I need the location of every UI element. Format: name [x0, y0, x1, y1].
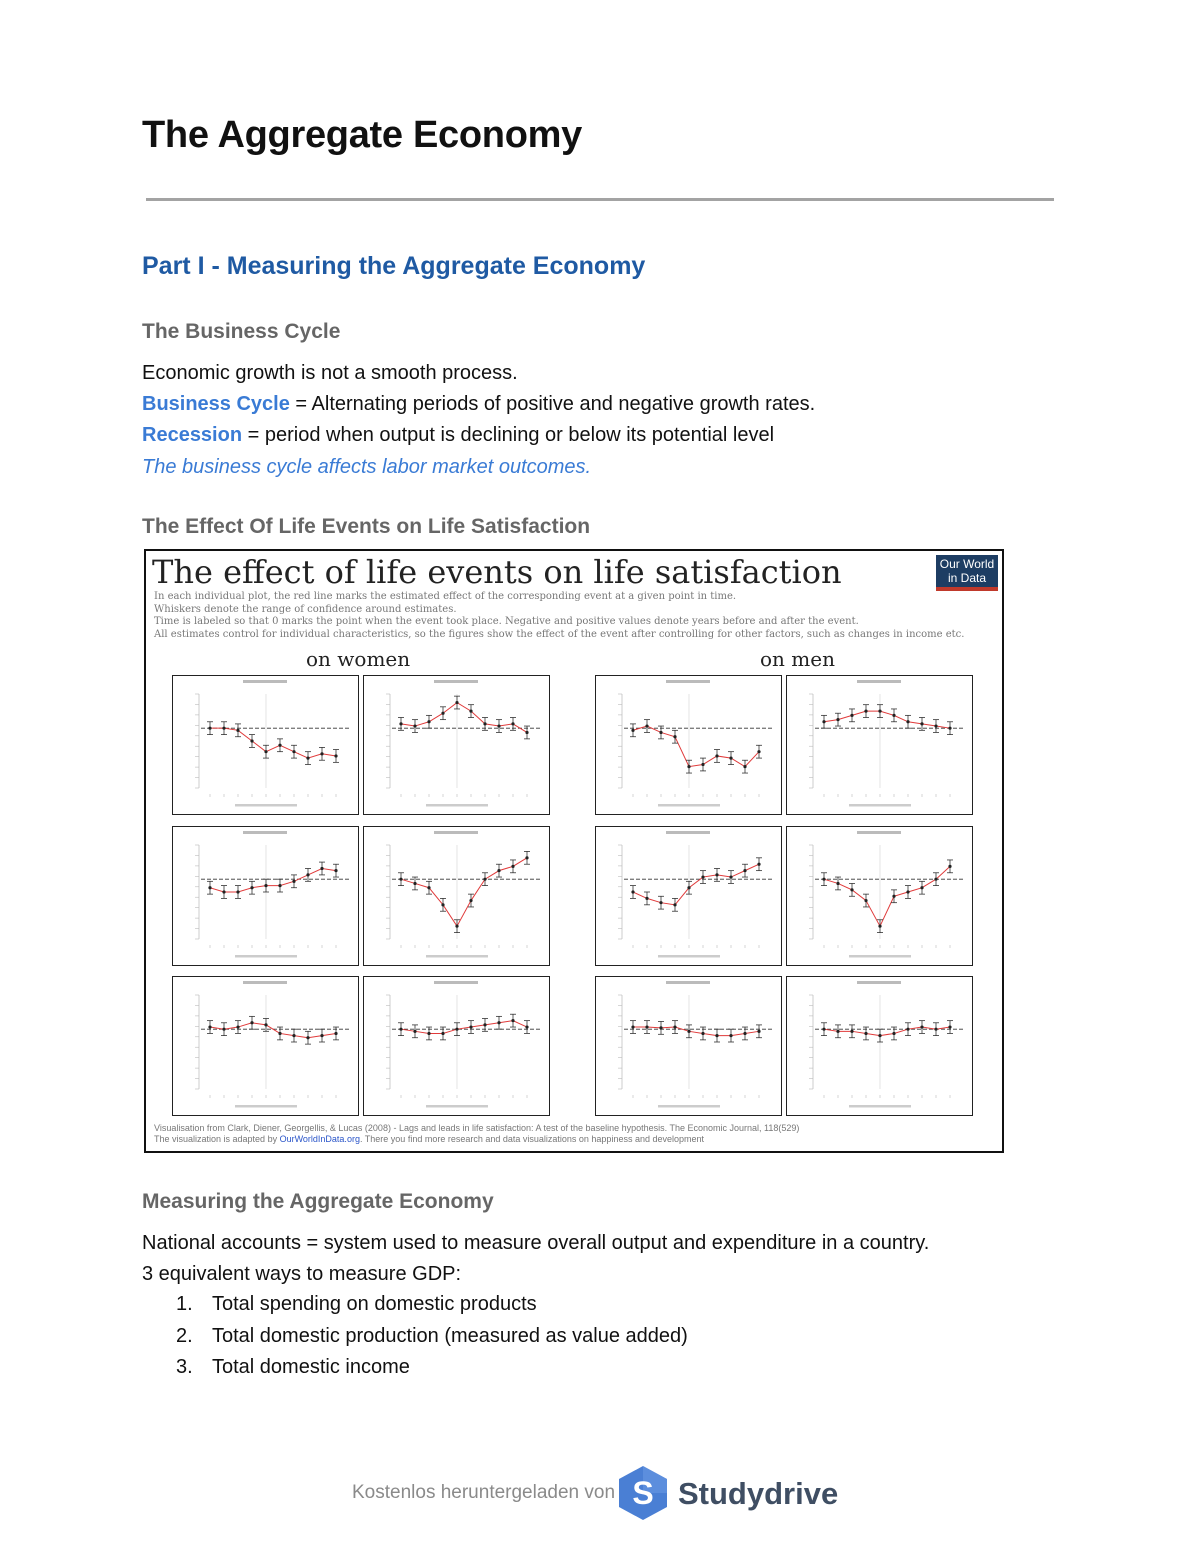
women-unemployment-panel [172, 675, 359, 815]
recession-term: Recession [142, 424, 243, 446]
source-line2 [154, 1134, 799, 1145]
data-point [525, 731, 528, 734]
data-point [687, 886, 690, 889]
figure-note: In each individual plot, the red line marks the estimated effect of the corresponding event at a given point in time. [154, 591, 737, 602]
data-point [934, 724, 937, 727]
life-events-heading: The Effect Of Life Events on Life Satisfaction [142, 515, 591, 538]
data-point [948, 727, 951, 730]
data-point [278, 884, 281, 887]
data-point [934, 878, 937, 881]
data-point [236, 729, 239, 732]
data-point [715, 873, 718, 876]
owid-logo-line2: in Data [947, 571, 987, 585]
data-point [850, 714, 853, 717]
national-accounts-definition: National accounts = system used to measure overall output and expenditure in a country. [142, 1232, 930, 1254]
data-point [631, 890, 634, 893]
list-item [142, 1353, 688, 1385]
data-point [413, 724, 416, 727]
data-point [743, 765, 746, 768]
data-point [645, 1025, 648, 1028]
data-point [427, 720, 430, 723]
data-point [236, 890, 239, 893]
growth-statement: Economic growth is not a smooth process. [142, 362, 518, 384]
data-point [701, 763, 704, 766]
data-point [320, 1034, 323, 1037]
men-widowhood-chart [787, 827, 972, 965]
data-point [743, 869, 746, 872]
owid-logo [936, 555, 998, 591]
data-point [427, 886, 430, 889]
data-point [878, 1034, 881, 1037]
data-point [673, 903, 676, 906]
title-divider [146, 198, 1054, 201]
data-point [469, 709, 472, 712]
group-label-women: on women [306, 647, 411, 671]
data-point [222, 1028, 225, 1031]
data-point [525, 856, 528, 859]
gdp-ways-intro: 3 equivalent ways to measure GDP: [142, 1263, 462, 1285]
data-point [441, 903, 444, 906]
data-point [511, 1019, 514, 1022]
figure-note: Time is labeled so that 0 marks the point when the event took place. Negative and positive values denote years before and after the event. [154, 616, 859, 627]
data-point [292, 880, 295, 883]
data-point [208, 727, 211, 730]
data-point [864, 709, 867, 712]
data-point [934, 1028, 937, 1031]
men-marriage-chart [787, 676, 972, 814]
data-point [864, 899, 867, 902]
data-point [497, 1021, 500, 1024]
data-point [306, 756, 309, 759]
data-point [948, 865, 951, 868]
studydrive-brand: Studydrive [678, 1476, 839, 1511]
data-point [208, 1025, 211, 1028]
business-cycle-text: = Alternating periods of positive and negative growth rates. [289, 393, 816, 415]
x-axis-caption-mark [849, 804, 911, 807]
recession-text: = period when output is declining or below its potential level [242, 424, 775, 446]
data-point [469, 1025, 472, 1028]
women-birth-of-child-panel [172, 976, 359, 1116]
women-divorce-chart [173, 827, 358, 965]
data-point [483, 878, 486, 881]
panel-title-mark [434, 831, 478, 834]
x-axis-caption-mark [235, 804, 297, 807]
women-marriage-panel [363, 675, 550, 815]
data-point [659, 731, 662, 734]
x-axis-caption-mark [426, 955, 488, 958]
data-point [278, 1032, 281, 1035]
estimate-line [633, 1027, 759, 1036]
data-point [701, 1032, 704, 1035]
data-point [645, 724, 648, 727]
data-point [822, 878, 825, 881]
business-cycle-heading: The Business Cycle [142, 320, 341, 343]
x-axis-caption-mark [849, 955, 911, 958]
list-number: 1. [176, 1293, 193, 1315]
panel-title-mark [666, 680, 710, 683]
data-point [920, 722, 923, 725]
page-title: The Aggregate Economy [142, 114, 582, 156]
data-point [729, 1034, 732, 1037]
data-point [413, 882, 416, 885]
list-text: Total domestic production (measured as value added) [212, 1324, 688, 1347]
data-point [757, 750, 760, 753]
data-point [878, 709, 881, 712]
men-unemployment-chart [596, 676, 781, 814]
estimate-line [633, 726, 759, 767]
estimate-line [210, 869, 336, 893]
list-text: Total domestic income [212, 1356, 410, 1378]
data-point [497, 724, 500, 727]
data-point [292, 1034, 295, 1037]
data-point [673, 1025, 676, 1028]
data-point [320, 752, 323, 755]
women-birth-of-child-chart [173, 977, 358, 1115]
data-point [250, 739, 253, 742]
men-unemployment-panel [595, 675, 782, 815]
women-widowhood-panel [363, 826, 550, 966]
women-unemployment-chart [173, 676, 358, 814]
figure-note: All estimates control for individual characteristics, so the figures show the effect of the event after controlling for other factors, such as changes in income etc. [154, 628, 965, 640]
data-point [673, 735, 676, 738]
figure-notes [154, 591, 964, 641]
data-point [441, 1032, 444, 1035]
panel-title-mark [243, 981, 287, 984]
logo-letter: S [632, 1475, 654, 1511]
data-point [334, 754, 337, 757]
data-point [687, 765, 690, 768]
list-text: Total spending on domestic products [212, 1293, 537, 1315]
data-point [948, 1025, 951, 1028]
data-point [836, 1030, 839, 1033]
data-point [687, 1030, 690, 1033]
source-line2-start: The visualization is adapted by [154, 1134, 280, 1144]
panel-title-mark [857, 831, 901, 834]
download-note: Kostenlos heruntergeladen von [352, 1482, 616, 1503]
panel-title-mark [666, 981, 710, 984]
data-point [334, 869, 337, 872]
business-cycle-definition [142, 393, 815, 416]
men-widowhood-panel [786, 826, 973, 966]
data-point [264, 750, 267, 753]
estimate-line [824, 866, 950, 926]
panel-title-mark [243, 831, 287, 834]
data-point [836, 718, 839, 721]
men-divorce-panel [595, 826, 782, 966]
x-axis-caption-mark [658, 1105, 720, 1108]
panel-title-mark [857, 680, 901, 683]
x-axis-caption-mark [426, 804, 488, 807]
data-point [469, 899, 472, 902]
group-label-men: on men [760, 647, 835, 671]
list-number: 3. [176, 1356, 193, 1378]
data-point [645, 897, 648, 900]
figure-source [154, 1123, 799, 1145]
data-point [715, 1034, 718, 1037]
women-widowhood-chart [364, 827, 549, 965]
data-point [306, 873, 309, 876]
data-point [920, 1025, 923, 1028]
owid-logo-line1: Our World [939, 557, 995, 571]
men-divorce-chart [596, 827, 781, 965]
panel-title-mark [434, 680, 478, 683]
estimate-line [401, 858, 527, 926]
data-point [892, 1032, 895, 1035]
data-point [864, 1032, 867, 1035]
women-layoff-panel [363, 976, 550, 1116]
labor-market-note: The business cycle affects labor market outcomes. [142, 456, 592, 478]
data-point [836, 882, 839, 885]
data-point [455, 1028, 458, 1031]
data-point [906, 890, 909, 893]
men-birth-of-child-chart [596, 977, 781, 1115]
data-point [292, 750, 295, 753]
panel-title-mark [434, 981, 478, 984]
x-axis-caption-mark [658, 955, 720, 958]
data-point [729, 756, 732, 759]
data-point [455, 701, 458, 704]
data-point [906, 1028, 909, 1031]
data-point [497, 869, 500, 872]
data-point [892, 895, 895, 898]
women-divorce-panel [172, 826, 359, 966]
data-point [306, 1036, 309, 1039]
data-point [250, 886, 253, 889]
data-point [399, 722, 402, 725]
estimate-line [210, 728, 336, 758]
data-point [757, 1030, 760, 1033]
source-line1: Visualisation from Clark, Diener, Georgellis, & Lucas (2008) - Lags and leads in life satisfaction: A test of the baseline hypothesis. The Economic Journal, 118(529) [154, 1123, 800, 1133]
data-point [850, 888, 853, 891]
business-cycle-term: Business Cycle [142, 393, 290, 415]
data-point [320, 867, 323, 870]
measuring-heading: Measuring the Aggregate Economy [142, 1190, 494, 1213]
data-point [483, 722, 486, 725]
data-point [511, 722, 514, 725]
x-axis-caption-mark [235, 1105, 297, 1108]
data-point [701, 875, 704, 878]
data-point [525, 1025, 528, 1028]
panel-title-mark [857, 981, 901, 984]
data-point [850, 1030, 853, 1033]
estimate-line [210, 1023, 336, 1038]
men-layoff-chart [787, 977, 972, 1115]
figure-note: Whiskers denote the range of confidence around estimates. [154, 603, 457, 615]
men-birth-of-child-panel [595, 976, 782, 1116]
women-marriage-chart [364, 676, 549, 814]
men-marriage-panel [786, 675, 973, 815]
data-point [427, 1032, 430, 1035]
data-point [236, 1025, 239, 1028]
data-point [222, 727, 225, 730]
data-point [878, 925, 881, 928]
owid-link[interactable]: OurWorldInData.org [279, 1134, 360, 1144]
list-item [142, 1290, 688, 1322]
figure-title: The effect of life events on life satisfaction [152, 553, 842, 591]
estimate-line [824, 1027, 950, 1036]
data-point [413, 1030, 416, 1033]
panel-title-mark [666, 831, 710, 834]
studydrive-logo-icon [616, 1464, 670, 1522]
data-point [264, 1023, 267, 1026]
gdp-methods-list [142, 1290, 688, 1385]
data-point [729, 875, 732, 878]
data-point [208, 886, 211, 889]
panel-title-mark [243, 680, 287, 683]
data-point [264, 884, 267, 887]
data-point [399, 1028, 402, 1031]
data-point [822, 1028, 825, 1031]
data-point [455, 925, 458, 928]
data-point [906, 720, 909, 723]
list-number: 2. [176, 1324, 193, 1347]
data-point [743, 1032, 746, 1035]
data-point [757, 863, 760, 866]
recession-definition [142, 424, 774, 447]
estimate-line [824, 711, 950, 728]
estimate-line [633, 864, 759, 905]
data-point [399, 878, 402, 881]
data-point [334, 1032, 337, 1035]
data-point [250, 1021, 253, 1024]
data-point [715, 754, 718, 757]
estimate-line [401, 1021, 527, 1034]
data-point [483, 1023, 486, 1026]
life-satisfaction-figure [144, 549, 1004, 1153]
x-axis-caption-mark [658, 804, 720, 807]
x-axis-caption-mark [235, 955, 297, 958]
data-point [822, 720, 825, 723]
data-point [920, 886, 923, 889]
data-point [441, 712, 444, 715]
x-axis-caption-mark [426, 1105, 488, 1108]
part-heading: Part I - Measuring the Aggregate Economy [142, 252, 646, 280]
x-axis-caption-mark [849, 1105, 911, 1108]
studydrive-footer[interactable] [352, 1464, 872, 1524]
women-layoff-chart [364, 977, 549, 1115]
data-point [631, 1025, 634, 1028]
source-line2-end: . There you find more research and data visualizations on happiness and development [359, 1134, 705, 1144]
data-point [659, 901, 662, 904]
data-point [511, 865, 514, 868]
data-point [222, 890, 225, 893]
data-point [278, 744, 281, 747]
data-point [631, 729, 634, 732]
men-layoff-panel [786, 976, 973, 1116]
data-point [659, 1026, 662, 1029]
data-point [892, 714, 895, 717]
list-item [142, 1322, 688, 1354]
